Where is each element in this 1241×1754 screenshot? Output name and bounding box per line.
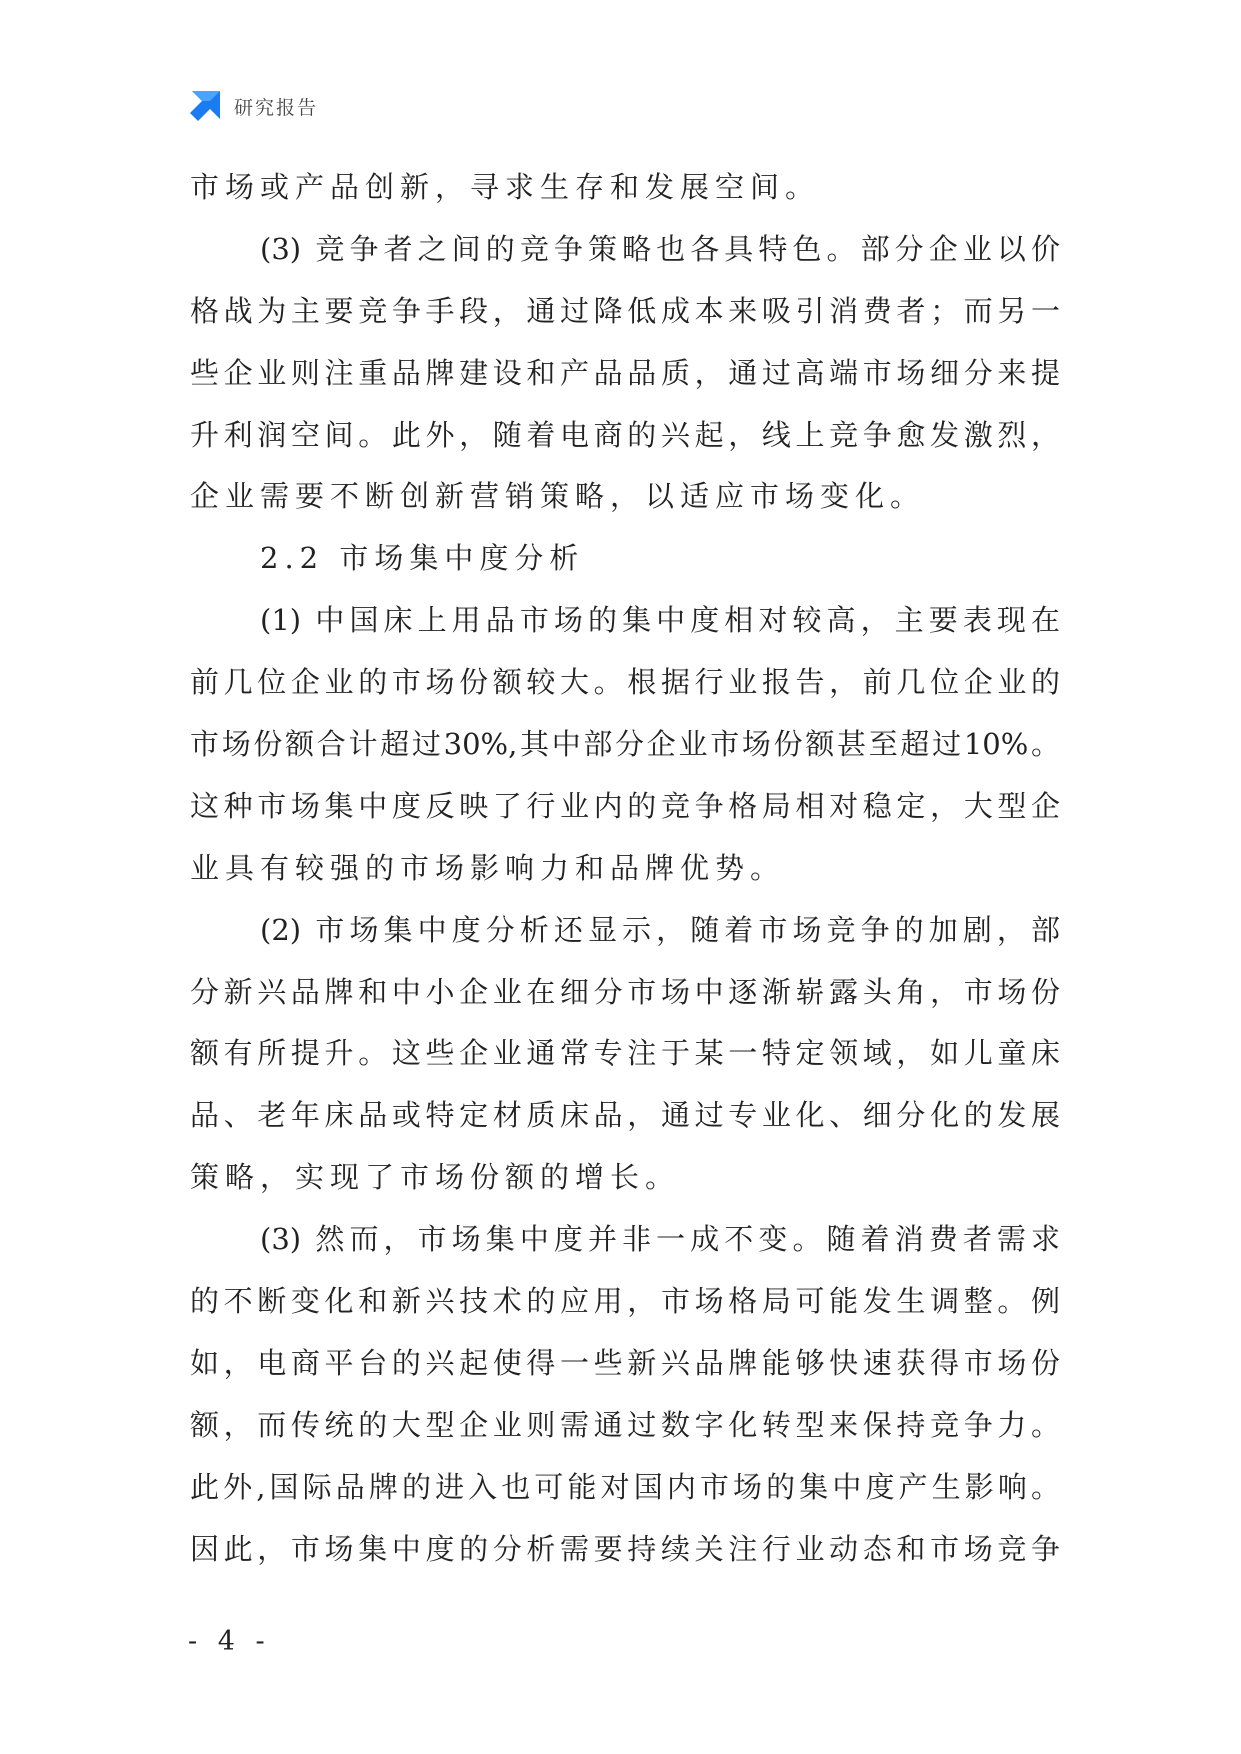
body-line: (3) 然而，市场集中度并非一成不变。随着消费者需求 — [260, 1222, 1060, 1257]
body-line: 些企业则注重品牌建设和产品品质，通过高端市场细分来提 — [190, 355, 1060, 390]
body-line: 策略，实现了市场份额的增长。 — [190, 1160, 681, 1195]
body-line: 此外,国际品牌的进入也可能对国内市场的集中度产生影响。 — [190, 1469, 1060, 1504]
body-line: 前几位企业的市场份额较大。根据行业报告，前几位企业的 — [190, 665, 1060, 700]
document-body — [190, 157, 1060, 1580]
body-line: (1) 中国床上用品市场的集中度相对较高，主要表现在 — [260, 603, 1060, 638]
body-line: 额有所提升。这些企业通常专注于某一特定领域，如儿童床 — [190, 1036, 1060, 1071]
body-line: (3) 竞争者之间的竞争策略也各具特色。部分企业以价 — [260, 231, 1060, 266]
body-line: 企业需要不断创新营销策略，以适应市场变化。 — [190, 479, 926, 514]
body-line: 升利润空间。此外，随着电商的兴起，线上竞争愈发激烈， — [190, 417, 1060, 452]
body-line: 格战为主要竞争手段，通过降低成本来吸引消费者；而另一 — [190, 293, 1060, 328]
body-line: 的不断变化和新兴技术的应用，市场格局可能发生调整。例 — [190, 1284, 1060, 1319]
section-heading: 2.2 市场集中度分析 — [260, 541, 585, 576]
body-line: 这种市场集中度反映了行业内的竞争格局相对稳定，大型企 — [190, 788, 1060, 823]
body-line: 如，电商平台的兴起使得一些新兴品牌能够快速获得市场份 — [190, 1345, 1060, 1380]
body-line: 分新兴品牌和中小企业在细分市场中逐渐崭露头角，市场份 — [190, 974, 1060, 1009]
body-line: 市场或产品创新，寻求生存和发展空间。 — [190, 170, 821, 204]
page-header — [188, 88, 318, 124]
report-title: 研究报告 — [234, 96, 319, 119]
page-number: - 4 - — [188, 1626, 271, 1657]
body-line: 额，而传统的大型企业则需通过数字化转型来保持竞争力。 — [190, 1407, 1060, 1442]
body-line: 业具有较强的市场影响力和品牌优势。 — [190, 850, 786, 885]
body-line: 品、老年床品或特定材质床品，通过专业化、细分化的发展 — [190, 1098, 1060, 1133]
arrow-up-right-logo-icon — [188, 89, 222, 123]
body-line: 因此，市场集中度的分析需要持续关注行业动态和市场竞争 — [190, 1531, 1060, 1566]
body-line: 市场份额合计超过30%,其中部分企业市场份额甚至超过10%。 — [190, 727, 1060, 762]
body-line: (2) 市场集中度分析还显示，随着市场竞争的加剧，部 — [260, 912, 1060, 947]
